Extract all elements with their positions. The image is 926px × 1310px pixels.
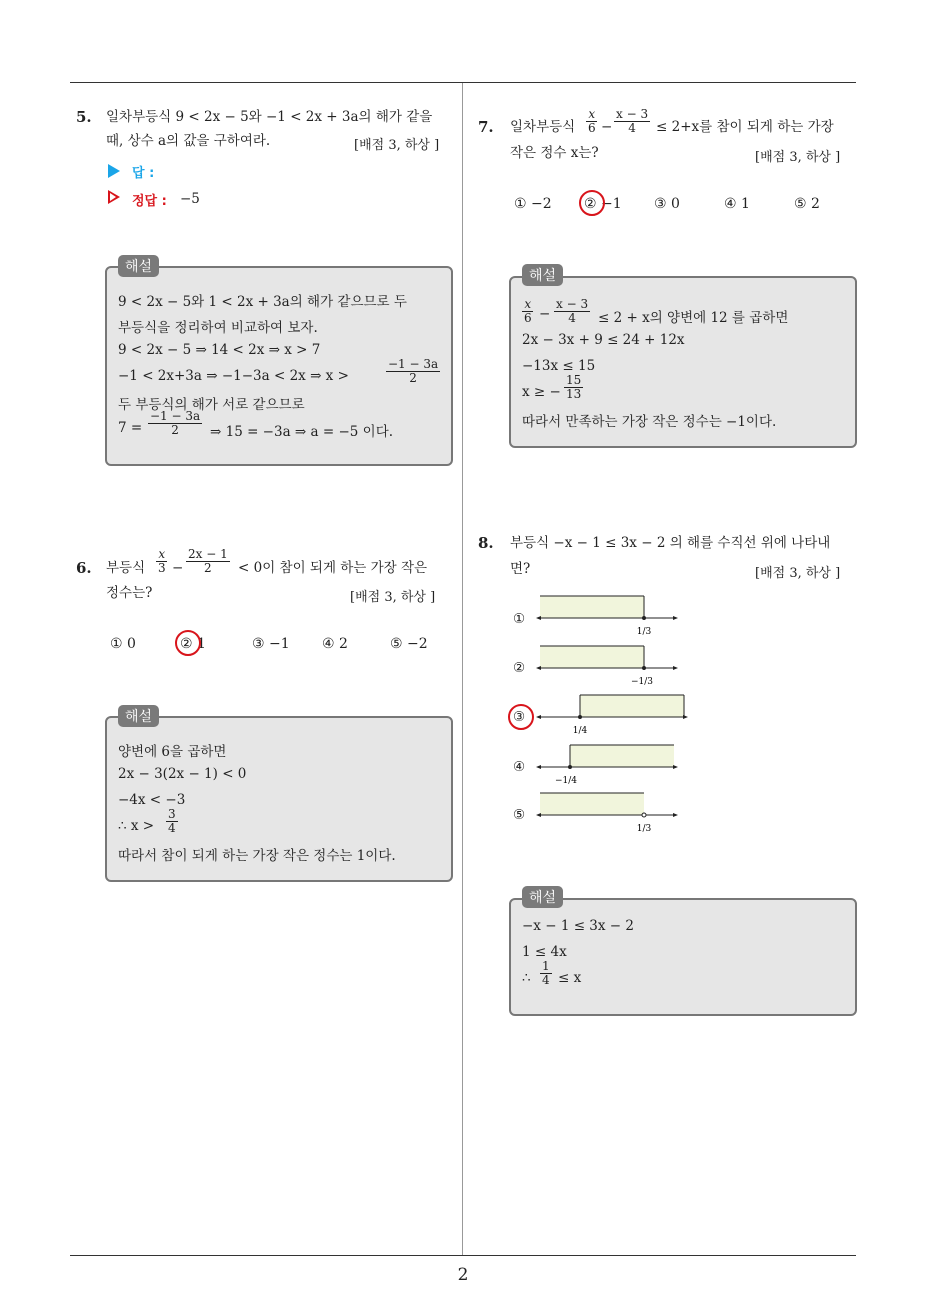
q5-sol-line2: 부등식을 정리하여 비교하여 보자. bbox=[118, 320, 318, 336]
q8-sol-line3-post: ≤ x bbox=[558, 970, 582, 986]
q7-sol-fraction-2 bbox=[554, 298, 590, 325]
question-5-meta: [배점 3, 하상 ] bbox=[354, 138, 440, 153]
fraction-numerator: 3 bbox=[168, 807, 176, 821]
question-7-number: 7. bbox=[478, 118, 494, 136]
q6-sol-line4: ∴ x > bbox=[118, 818, 155, 834]
q7-choice-2[interactable]: ② −1 bbox=[584, 196, 622, 212]
fraction-denominator: 4 bbox=[542, 973, 550, 987]
right-arrow-icon bbox=[683, 715, 688, 719]
right-arrow-icon bbox=[673, 666, 678, 670]
q8-choice-3-label[interactable]: ③ bbox=[513, 709, 526, 725]
q5-sol-line1: 9 < 2x − 5와 1 < 2x + 3a의 해가 같으므로 두 bbox=[118, 294, 407, 310]
q8-choice-3-numberline[interactable] bbox=[536, 695, 690, 747]
q6-sol-line1: 양변에 6을 곱하면 bbox=[118, 744, 227, 760]
q8-sol-line2: 1 ≤ 4x bbox=[522, 944, 567, 960]
fraction-numerator: x bbox=[158, 547, 166, 561]
question-5-correct-label: 정답 : bbox=[132, 194, 167, 209]
numberline-4-svg bbox=[536, 745, 678, 793]
boundary-point bbox=[568, 765, 572, 769]
boundary-point bbox=[578, 715, 582, 719]
q6-fraction-1 bbox=[156, 548, 168, 575]
fraction-denominator: 2 bbox=[409, 371, 417, 385]
numberline-1-svg bbox=[536, 596, 678, 644]
question-5-correct-value: −5 bbox=[180, 191, 200, 207]
correct-arrow-inner bbox=[110, 193, 116, 201]
fraction-numerator: −1 − 3a bbox=[388, 357, 439, 371]
q7-sol-fraction-3 bbox=[564, 374, 583, 401]
left-arrow-icon bbox=[536, 616, 541, 620]
q7-fraction-1 bbox=[586, 108, 598, 135]
q8-selected-circle bbox=[508, 704, 534, 730]
question-8-line1: 부등식 −x − 1 ≤ 3x − 2 의 해를 수직선 위에 나타내 bbox=[510, 535, 831, 551]
shaded-region bbox=[540, 793, 644, 815]
fraction-denominator: 6 bbox=[524, 311, 532, 325]
q7-choice-5[interactable]: ⑤ 2 bbox=[794, 196, 820, 212]
q6-sol-line2: 2x − 3(2x − 1) < 0 bbox=[118, 766, 247, 782]
fraction-denominator: 2 bbox=[171, 423, 179, 437]
numberline-2-svg bbox=[536, 646, 678, 694]
fraction-numerator: 2x − 1 bbox=[188, 547, 228, 561]
q7-selected-circle bbox=[579, 190, 605, 216]
q8-choice-4-label[interactable]: ④ bbox=[513, 759, 526, 775]
q8-choice-1-numberline[interactable] bbox=[536, 596, 678, 648]
left-arrow-icon bbox=[536, 666, 541, 670]
answer-arrow-icon bbox=[108, 164, 120, 178]
q7-sol-line1-post: ≤ 2 + x의 양변에 12 를 곱하면 bbox=[598, 310, 789, 326]
q8-choice-4-numberline[interactable] bbox=[536, 745, 678, 797]
q5-sol-line5: 두 부등식의 해가 서로 같으므로 bbox=[118, 397, 305, 413]
fraction-denominator: 4 bbox=[628, 121, 636, 135]
left-arrow-icon bbox=[536, 813, 541, 817]
q7-fraction-2 bbox=[614, 108, 650, 135]
question-6-post: < 0이 참이 되게 하는 가장 작은 bbox=[238, 560, 428, 576]
tick-label: 1/3 bbox=[636, 824, 652, 834]
question-6-solution-tag: 해설 bbox=[118, 705, 159, 727]
column-divider bbox=[462, 83, 463, 1255]
right-arrow-icon bbox=[673, 813, 678, 817]
boundary-point bbox=[642, 616, 646, 620]
q6-choice-5[interactable]: ⑤ −2 bbox=[390, 636, 428, 652]
q8-choice-2-label[interactable]: ② bbox=[513, 660, 526, 676]
fraction-denominator: 3 bbox=[158, 561, 166, 575]
q5-sol-line3: 9 < 2x − 5 ⇒ 14 < 2x ⇒ x > 7 bbox=[118, 342, 321, 358]
q5-sol-line7: ⇒ 15 = −3a ⇒ a = −5 이다. bbox=[210, 424, 394, 440]
fraction-denominator: 4 bbox=[168, 821, 176, 835]
left-arrow-icon bbox=[536, 765, 541, 769]
fraction-numerator: x − 3 bbox=[616, 107, 649, 121]
q7-choice-4[interactable]: ④ 1 bbox=[724, 196, 750, 212]
q7-choice-1[interactable]: ① −2 bbox=[514, 196, 552, 212]
boundary-point-open bbox=[642, 813, 646, 817]
question-5-solution-tag: 해설 bbox=[118, 255, 159, 277]
shaded-region bbox=[580, 695, 684, 717]
question-8-line2: 면? bbox=[510, 561, 531, 577]
q8-sol-fraction bbox=[540, 960, 552, 987]
boundary-point bbox=[642, 666, 646, 670]
fraction-numerator: x − 3 bbox=[556, 297, 589, 311]
q7-sol-line5: 따라서 만족하는 가장 작은 정수는 −1이다. bbox=[522, 414, 777, 430]
question-7-line2: 작은 정수 x는? bbox=[510, 145, 599, 161]
q5-sol-line4: −1 < 2x+3a ⇒ −1−3a < 2x ⇒ x > bbox=[118, 368, 349, 384]
tick-label: 1/4 bbox=[572, 726, 588, 736]
fraction-denominator: 6 bbox=[588, 121, 596, 135]
q6-sol-line5: 따라서 참이 되게 하는 가장 작은 정수는 1이다. bbox=[118, 848, 396, 864]
shaded-region bbox=[540, 646, 644, 668]
q8-choice-1-label[interactable]: ① bbox=[513, 611, 526, 627]
q6-sol-line3: −4x < −3 bbox=[118, 792, 186, 808]
q8-sol-line3-pre: ∴ bbox=[522, 970, 531, 986]
question-7-solution-tag: 해설 bbox=[522, 264, 563, 286]
fraction-denominator: 13 bbox=[566, 387, 582, 401]
question-6-number: 6. bbox=[76, 559, 92, 577]
q6-minus: − bbox=[172, 560, 184, 576]
fraction-denominator: 2 bbox=[204, 561, 212, 575]
q7-sol-line2: 2x − 3x + 9 ≤ 24 + 12x bbox=[522, 332, 685, 348]
question-8-number: 8. bbox=[478, 534, 494, 552]
q6-choice-1[interactable]: ① 0 bbox=[110, 636, 136, 652]
bottom-rule bbox=[70, 1255, 856, 1256]
question-5-number: 5. bbox=[76, 108, 92, 126]
shaded-region bbox=[540, 596, 644, 618]
question-6-line2: 정수는? bbox=[106, 585, 153, 601]
q7-sol-line3: −13x ≤ 15 bbox=[522, 358, 596, 374]
right-arrow-icon bbox=[673, 765, 678, 769]
question-6-meta: [배점 3, 하상 ] bbox=[350, 590, 436, 605]
question-5-line2: 때, 상수 a의 값을 구하여라. bbox=[106, 133, 271, 149]
question-8-meta: [배점 3, 하상 ] bbox=[755, 566, 841, 581]
question-6-pre: 부등식 bbox=[106, 560, 146, 576]
q6-fraction-2 bbox=[186, 548, 230, 575]
question-5-answer-label: 답 : bbox=[132, 166, 155, 181]
numberline-3-svg bbox=[536, 695, 690, 743]
right-arrow-icon bbox=[673, 616, 678, 620]
fraction-numerator: −1 − 3a bbox=[150, 409, 201, 423]
page-number: 2 bbox=[457, 1265, 469, 1285]
numberline-5-svg bbox=[536, 793, 678, 841]
q7-sol-minus: − bbox=[539, 306, 551, 322]
fraction-numerator: x bbox=[588, 107, 596, 121]
top-rule bbox=[70, 82, 856, 83]
q8-choice-2-numberline[interactable] bbox=[536, 646, 678, 698]
q7-sol-fraction-1 bbox=[522, 298, 534, 325]
q6-selected-circle bbox=[175, 630, 201, 656]
q8-choice-5-numberline[interactable] bbox=[536, 793, 678, 845]
question-8-solution-tag: 해설 bbox=[522, 886, 563, 908]
q6-choice-4[interactable]: ④ 2 bbox=[322, 636, 348, 652]
question-5-line1: 일차부등식 9 < 2x − 5와 −1 < 2x + 3a의 해가 같을 bbox=[106, 109, 433, 125]
fraction-numerator: 1 bbox=[542, 959, 550, 973]
left-arrow-icon bbox=[536, 715, 541, 719]
q6-choice-3[interactable]: ③ −1 bbox=[252, 636, 290, 652]
question-7-pre: 일차부등식 bbox=[510, 119, 576, 135]
fraction-numerator: 15 bbox=[566, 373, 582, 387]
tick-label: −1/3 bbox=[630, 677, 654, 687]
tick-label: 1/3 bbox=[636, 627, 652, 637]
fraction-denominator: 4 bbox=[568, 311, 576, 325]
q8-choice-5-label[interactable]: ⑤ bbox=[513, 807, 526, 823]
q5-sol-fraction-b bbox=[148, 410, 202, 437]
q7-choice-3[interactable]: ③ 0 bbox=[654, 196, 680, 212]
question-7-meta: [배점 3, 하상 ] bbox=[755, 150, 841, 165]
shaded-region bbox=[570, 745, 674, 767]
fraction-numerator: x bbox=[524, 297, 532, 311]
q6-sol-fraction bbox=[166, 808, 178, 835]
q5-sol-fraction-a bbox=[386, 358, 440, 385]
q6-choice-2[interactable]: ② 1 bbox=[180, 636, 206, 652]
question-7-post: ≤ 2+x를 참이 되게 하는 가장 bbox=[656, 119, 834, 135]
q5-sol-line6: 7 = bbox=[118, 420, 143, 436]
q8-sol-line1: −x − 1 ≤ 3x − 2 bbox=[522, 918, 634, 934]
q7-minus: − bbox=[601, 119, 613, 135]
tick-label: −1/4 bbox=[554, 776, 578, 786]
q7-sol-line4: x ≥ − bbox=[522, 384, 561, 400]
